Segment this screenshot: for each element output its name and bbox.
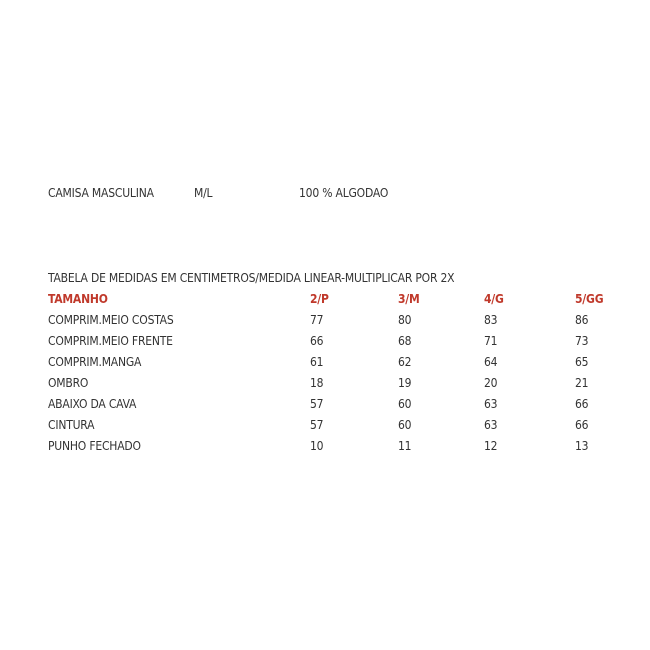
header-size-4g: 4/G bbox=[484, 292, 504, 306]
row-value: 71 bbox=[484, 334, 498, 348]
row-value: 21 bbox=[575, 376, 589, 390]
row-value: 65 bbox=[575, 355, 589, 369]
row-value: 62 bbox=[398, 355, 412, 369]
table-caption: TABELA DE MEDIDAS EM CENTIMETROS/MEDIDA LINEAR-MULTIPLICAR POR 2X bbox=[48, 271, 455, 285]
row-value: 63 bbox=[484, 418, 498, 432]
product-name: CAMISA MASCULINA bbox=[48, 186, 154, 200]
row-value: 83 bbox=[484, 313, 498, 327]
header-size-5gg: 5/GG bbox=[575, 292, 604, 306]
header-label: TAMANHO bbox=[48, 292, 108, 306]
product-size-range: M/L bbox=[194, 186, 213, 200]
row-value: 60 bbox=[398, 397, 412, 411]
row-label: COMPRIM.MEIO FRENTE bbox=[48, 334, 173, 348]
row-value: 10 bbox=[310, 439, 324, 453]
row-value: 18 bbox=[310, 376, 324, 390]
row-value: 80 bbox=[398, 313, 412, 327]
row-value: 77 bbox=[310, 313, 324, 327]
row-value: 68 bbox=[398, 334, 412, 348]
row-value: 61 bbox=[310, 355, 324, 369]
row-value: 57 bbox=[310, 418, 324, 432]
row-value: 57 bbox=[310, 397, 324, 411]
header-size-2p: 2/P bbox=[310, 292, 329, 306]
row-value: 73 bbox=[575, 334, 589, 348]
row-value: 11 bbox=[398, 439, 412, 453]
row-value: 20 bbox=[484, 376, 498, 390]
product-material: 100 % ALGODAO bbox=[299, 186, 389, 200]
row-value: 19 bbox=[398, 376, 412, 390]
row-value: 66 bbox=[575, 397, 589, 411]
row-value: 86 bbox=[575, 313, 589, 327]
row-value: 60 bbox=[398, 418, 412, 432]
row-label: PUNHO FECHADO bbox=[48, 439, 141, 453]
row-label: CINTURA bbox=[48, 418, 95, 432]
row-label: COMPRIM.MANGA bbox=[48, 355, 142, 369]
row-value: 12 bbox=[484, 439, 498, 453]
row-value: 64 bbox=[484, 355, 498, 369]
row-value: 66 bbox=[310, 334, 324, 348]
row-label: OMBRO bbox=[48, 376, 89, 390]
row-label: COMPRIM.MEIO COSTAS bbox=[48, 313, 174, 327]
row-label: ABAIXO DA CAVA bbox=[48, 397, 137, 411]
row-value: 13 bbox=[575, 439, 589, 453]
header-size-3m: 3/M bbox=[398, 292, 420, 306]
row-value: 63 bbox=[484, 397, 498, 411]
row-value: 66 bbox=[575, 418, 589, 432]
